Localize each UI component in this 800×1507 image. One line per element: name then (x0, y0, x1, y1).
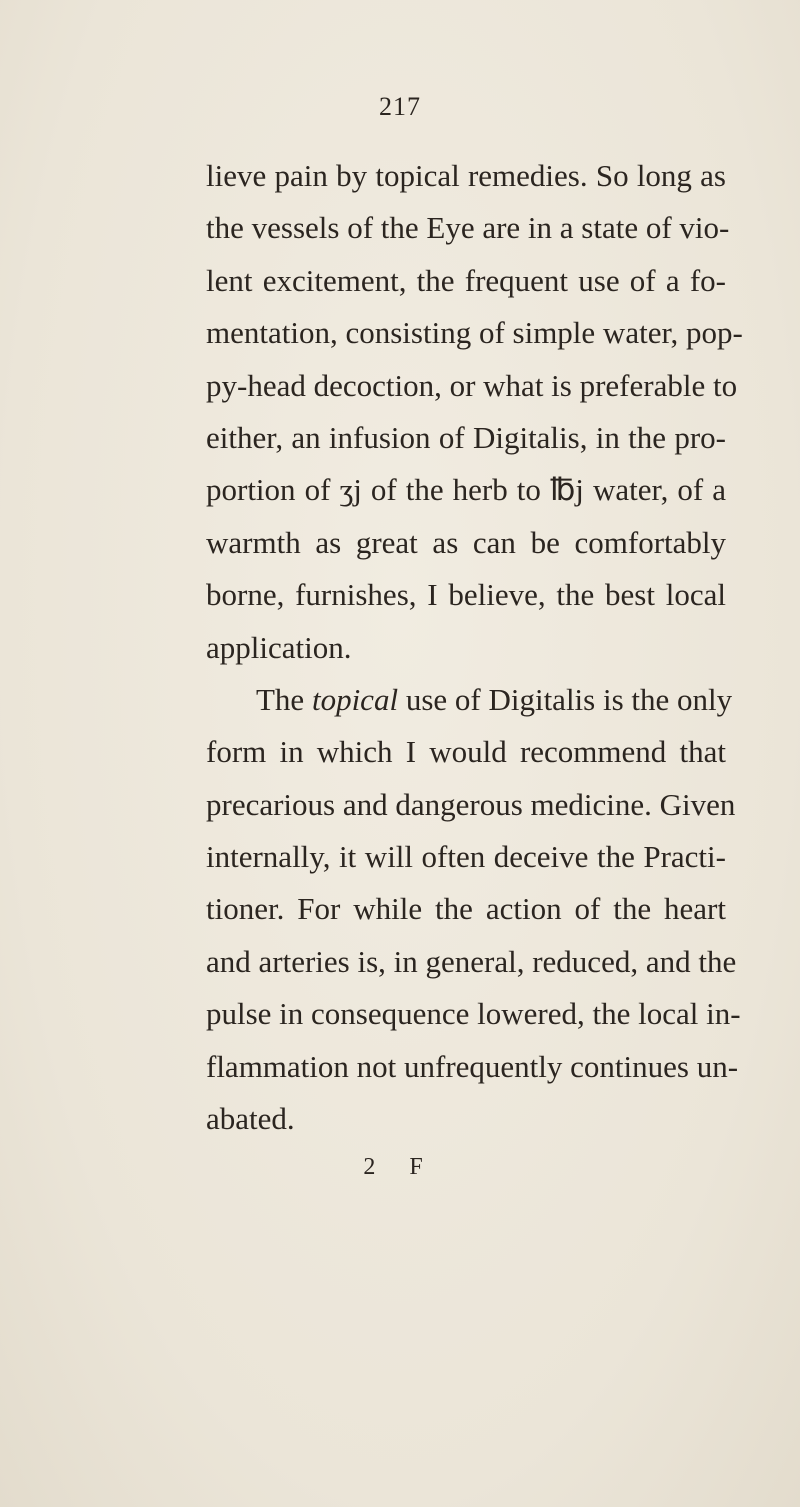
signature-mark: 2 F (363, 1154, 437, 1180)
text-line: mentation, consisting of simple water, pop- (206, 315, 743, 351)
paragraph-1 (206, 150, 743, 674)
text-line: py-head decoction, or what is preferable to (206, 367, 738, 403)
text-line: portion of ʒj of the herb to ℔j water, of a (206, 472, 726, 508)
text-line: lieve pain by topical remedies. So long as (206, 158, 726, 193)
text-line: borne, furnishes, I believe, the best local (206, 577, 726, 613)
text-line: internally, it will often deceive the Practi- (206, 839, 726, 875)
body-text (206, 150, 743, 1145)
paragraph-2 (206, 674, 741, 1146)
text-fragment: use of Digitalis is the only (398, 681, 733, 717)
text-fragment: The (256, 681, 312, 717)
page-number: 217 (379, 92, 421, 121)
text-line: tioner. For while the action of the heart (206, 891, 726, 927)
text-line: lent excitement, the frequent use of a fo- (206, 262, 726, 298)
italic-word: topical (311, 681, 399, 717)
text-line: pulse in consequence lowered, the local in- (206, 996, 741, 1032)
text-line: abated. (206, 1101, 295, 1137)
text-line: either, an infusion of Digitalis, in the pro- (206, 419, 726, 455)
text-line: flammation not unfrequently continues un- (206, 1048, 739, 1084)
text-line: precarious and dangerous medicine. Given (206, 786, 736, 822)
text-line: form in which I would recommend that (206, 734, 726, 770)
text-line: and arteries is, in general, reduced, and the (206, 943, 737, 979)
text-line (206, 674, 733, 726)
text-line: the vessels of the Eye are in a state of vio- (206, 210, 730, 246)
text-line: application. (206, 629, 352, 665)
text-line: warmth as great as can be comfortably (206, 524, 726, 560)
